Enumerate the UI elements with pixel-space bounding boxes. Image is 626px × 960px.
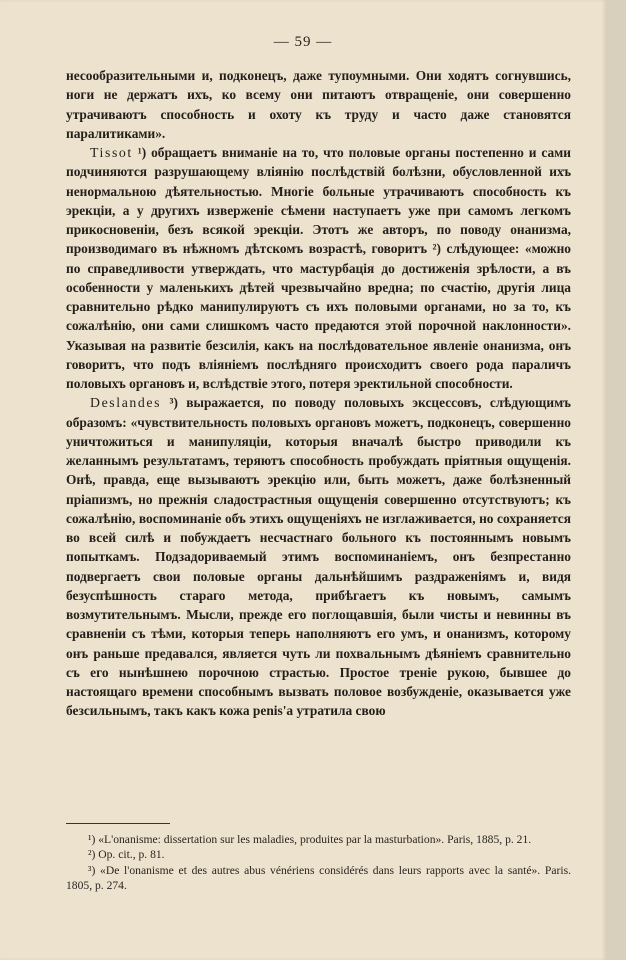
footnote-divider: [66, 823, 170, 824]
paragraph-3-body: ³) выражается, по поводу половыхъ эксцессовъ, слѣдующимъ образомъ: «чувствительность половыхъ органовъ можетъ, подконецъ, совершенно уничтожиться и манипуляціи, которыя вначалѣ быстро приводили къ желаннымъ результатамъ, теряютъ способность пробуждать пріятныя ощущенія. Онѣ, правда, еще вызываютъ эрекцію или, быть можетъ, даже болѣзненный пріапизмъ, но прежнія сладострастныя ощущенія совершенно отсутствуютъ; къ сожалѣнію, воспоминаніе объ этихъ ощущеніяхъ не изглаживается, но сохраняется во всей силѣ и побуждаетъ несчастнаго больного къ постояннымъ новымъ попыткамъ. Подзадориваемый этимъ воспоминаніемъ, онъ безпрестанно подвергаетъ свои половые органы дальнѣйшимъ раздраженіямъ и, видя безуспѣшность стараго метода, прибѣгаетъ къ новымъ, самымъ возмутительнымъ. Мысли, прежде его поглощавшія, были чисты и невинны въ сравненіи съ тѣми, которыя теперь наполняютъ его умъ, и онанизмъ, которому онъ раньше предавался, является чуть ли похвальнымъ дѣяніемъ сравнительно съ его нынѣшнею порочною страстью. Простое треніе рукою, бывшее до настоящаго времени способнымъ вызвать половое возбужденіе, оказывается уже безсильнымъ, такъ какъ кожа penis'а утратила свою: [66, 395, 571, 719]
author-deslandes: Deslandes: [90, 395, 162, 411]
footnote-3: ³) «De l'onanisme et des autres abus vénériens considérés dans leurs rapports avec la santé». Paris. 1805, p. 274.: [66, 863, 571, 892]
paragraph-2-body: ¹) обращаетъ вниманіе на то, что половые органы постепенно и сами подчиняются разрушающему вліянію послѣдствій болѣзни, обусловленной ихъ ненормальною дѣятельностью. Многіе больные утрачиваютъ способность къ эрекціи, а у другихъ изверженіе сѣмени наступаетъ уже при самомъ легкомъ прикосновеніи, безъ всякой эрекціи. Этотъ же авторъ, по поводу онанизма, производимаго въ нѣжномъ дѣтскомъ возрастѣ, говоритъ ²) слѣдующее: «можно по справедливости утверждать, что мастурбація до достиженія зрѣлости, а въ особенности у маленькихъ дѣтей чрезвычайно вредна; по счастію, другія лица сравнительно рѣдко манипулируютъ съ ихъ половыми органами, но за то, къ сожалѣнію, они сами слишкомъ часто предаются этой порочной наклонности». Указывая на развитіе безсилія, какъ на послѣдовательное явленіе онанизма, онъ говоритъ, что подъ вліяніемъ послѣдняго происходитъ своего рода параличъ половыхъ органовъ и, вслѣдствіе этого, потеря эректильной способности.: [66, 145, 571, 391]
footnotes: [66, 832, 571, 893]
footnote-2: ²) Op. cit., p. 81.: [88, 848, 165, 862]
paragraph-2: [66, 143, 571, 393]
footnote-1: ¹) «L'onanisme: dissertation sur les maladies, produites par la masturbation». Paris, 1885, p. 21.: [88, 833, 532, 846]
body-text: [66, 66, 571, 721]
paragraph-1: несообразительными и, подконецъ, даже тупоумными. Они ходятъ согнувшись, ноги не держатъ ихъ, ко всему они питаютъ отвращеніе, они совершенно утрачиваютъ способность и охоту къ труду и часто даже становятся паралитиками».: [66, 68, 571, 141]
author-tissot: Tissot: [90, 145, 133, 160]
paragraph-3: [66, 393, 571, 720]
page-number: — 59 —: [273, 34, 333, 50]
